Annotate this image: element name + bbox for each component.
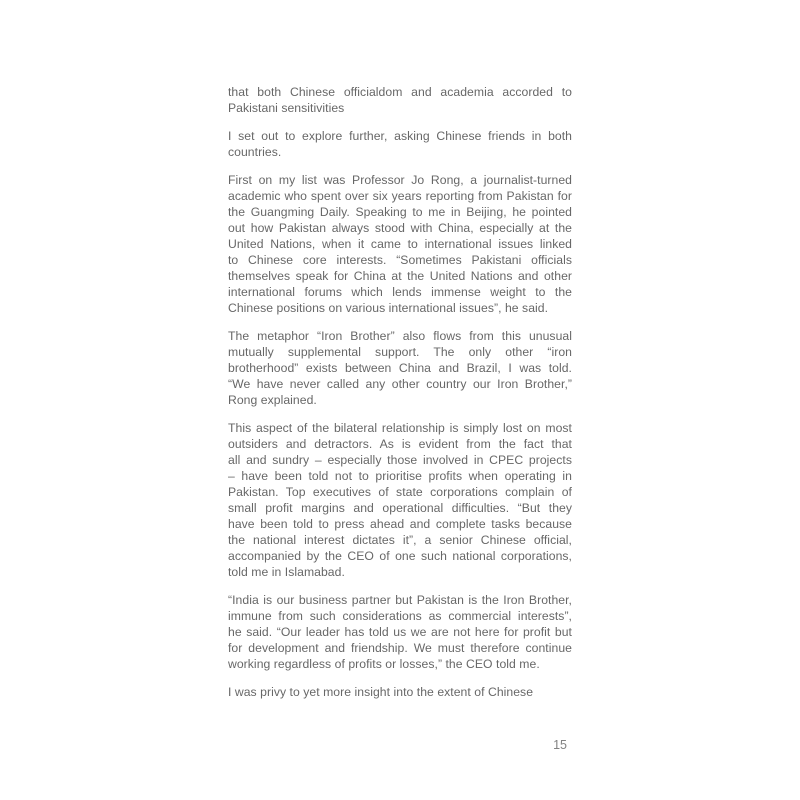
text-line: to Chinese core interests. “Sometimes Pakistani officials (228, 253, 572, 267)
text-line: Rong explained. (228, 393, 317, 407)
text-line: working regardless of profits or losses,” the CEO told me. (228, 657, 540, 671)
text-line: immune from such considerations as commercial interests”, (228, 609, 572, 623)
text-line: out how Pakistan always stood with China, especially at the (228, 221, 572, 235)
text-line: United Nations, when it came to international issues linked (228, 237, 572, 251)
text-line: themselves speak for China at the United Nations and other (228, 269, 572, 283)
paragraph (228, 328, 572, 408)
text-line: outsiders and detractors. As is evident from the fact that (228, 437, 572, 451)
paragraph (228, 84, 572, 116)
body-text (228, 84, 572, 712)
text-line: have been told to press ahead and complete tasks because (228, 517, 572, 531)
text-line: he said. “Our leader has told us we are not here for profit but (228, 625, 572, 639)
text-line: Pakistan. Top executives of state corporations complain of (228, 485, 572, 499)
text-line: told me in Islamabad. (228, 565, 345, 579)
text-line: “India is our business partner but Pakistan is the Iron Brother, (228, 593, 572, 607)
text-line: accompanied by the CEO of one such national corporations, (228, 549, 572, 563)
paragraph (228, 420, 572, 580)
text-line: I was privy to yet more insight into the extent of Chinese (228, 685, 534, 699)
text-line: for development and friendship. We must therefore continue (228, 641, 572, 655)
text-line: Chinese positions on various international issues”, he said. (228, 301, 549, 315)
text-line: countries. (228, 145, 282, 159)
text-line: Pakistani sensitivities (228, 101, 345, 115)
page-number: 15 (553, 738, 567, 752)
text-line: “We have never called any other country our Iron Brother,” (228, 377, 572, 391)
text-line: that both Chinese officialdom and academia accorded to (228, 85, 572, 99)
text-line: the national interest dictates it”, a senior Chinese official, (228, 533, 572, 547)
paragraph (228, 172, 572, 316)
text-line: all and sundry – especially those involved in CPEC projects (228, 453, 572, 467)
text-line: This aspect of the bilateral relationship is simply lost on most (228, 421, 572, 435)
text-line: brotherhood” exists between China and Brazil, I was told. (228, 361, 572, 375)
paragraph (228, 128, 572, 160)
text-line: mutually supplemental support. The only other “iron (228, 345, 572, 359)
text-line: The metaphor “Iron Brother” also flows from this unusual (228, 329, 572, 343)
text-line: the Guangming Daily. Speaking to me in Beijing, he pointed (228, 205, 572, 219)
paragraph (228, 592, 572, 672)
text-line: international forums which lends immense weight to the (228, 285, 572, 299)
text-line: academic who spent over six years reporting from Pakistan for (228, 189, 572, 203)
text-line: small profit margins and operational difficulties. “But they (228, 501, 572, 515)
paragraph (228, 684, 572, 700)
text-line: – have been told not to prioritise profits when operating in (228, 469, 572, 483)
text-line: I set out to explore further, asking Chinese friends in both (228, 129, 572, 143)
text-line: First on my list was Professor Jo Rong, a journalist-turned (228, 173, 572, 187)
